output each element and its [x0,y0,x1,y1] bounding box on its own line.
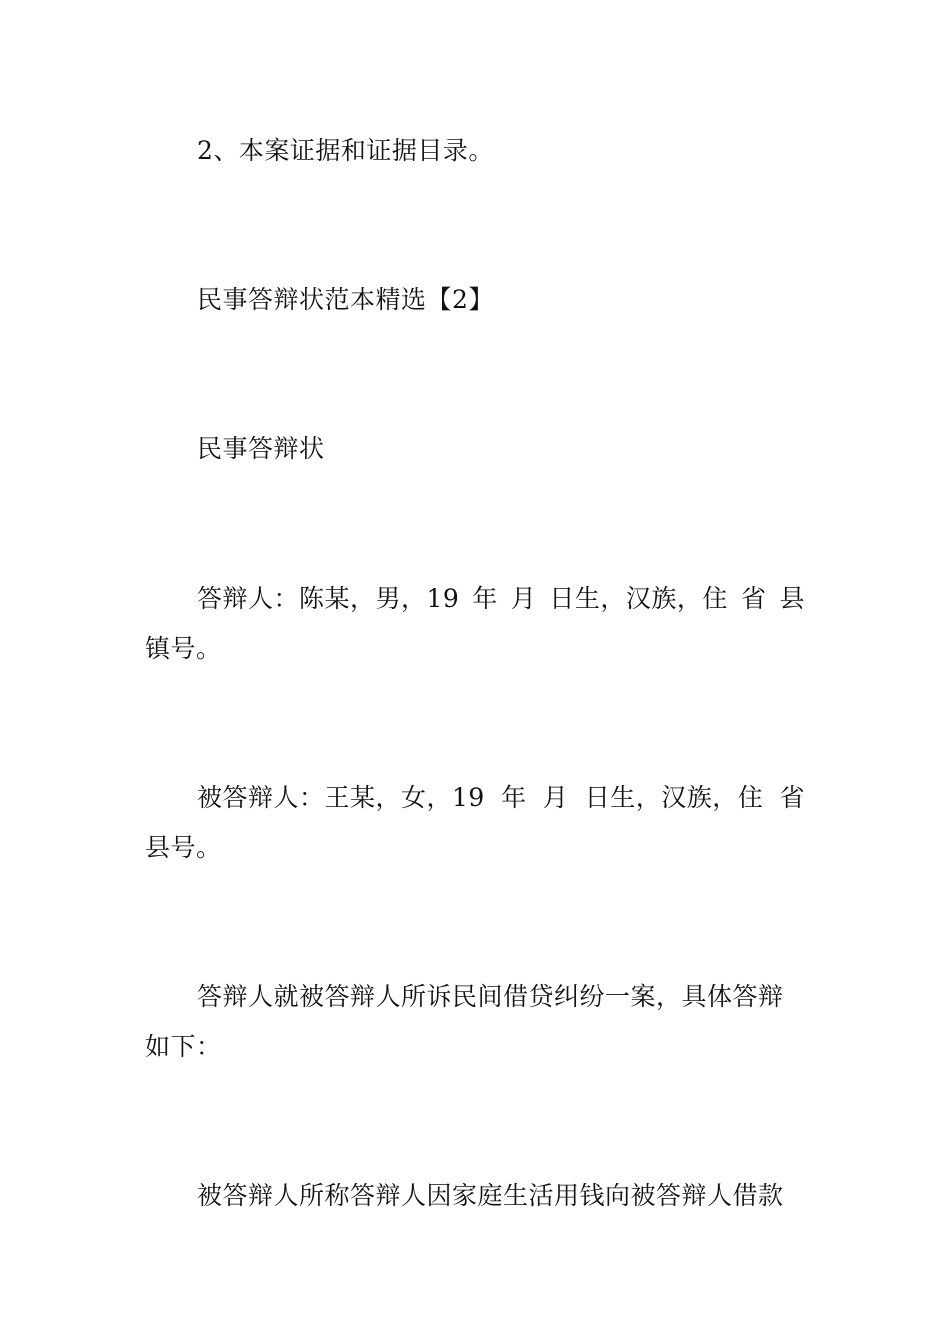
plaintiff-text: 被答辩人：王某，女，19 [197,783,485,812]
plaintiff-month: 月 [542,783,569,812]
plaintiff-province: 省 [779,783,805,812]
respondent-text: 答辩人：陈某，男，19 [197,584,460,613]
respondent-info-line-1 [197,574,805,624]
respondent-info-line-2: 镇号。 [145,634,222,663]
respondent-county: 县 [779,584,805,613]
plaintiff-info-line-2: 县号。 [145,833,222,862]
plaintiff-day: 日生，汉族，住 [584,783,764,812]
defense-intro-line-1: 答辩人就被答辩人所诉民间借贷纠纷一案，具体答辩 [197,982,784,1011]
plaintiff-year: 年 [501,783,527,812]
defense-body-line-1: 被答辩人所称答辩人因家庭生活用钱向被答辩人借款 [197,1181,784,1210]
respondent-province: 省 [740,584,767,613]
paragraph-evidence-list: 2、本案证据和证据目录。 [197,136,494,165]
document-title: 民事答辩状 [197,434,325,463]
respondent-day: 日生，汉族，住 [549,584,728,613]
section-heading: 民事答辩状范本精选【2】 [197,285,494,314]
defense-intro-line-2: 如下： [145,1032,222,1061]
respondent-year: 年 [472,584,498,613]
plaintiff-info-line-1 [197,773,805,823]
respondent-month: 月 [510,584,537,613]
